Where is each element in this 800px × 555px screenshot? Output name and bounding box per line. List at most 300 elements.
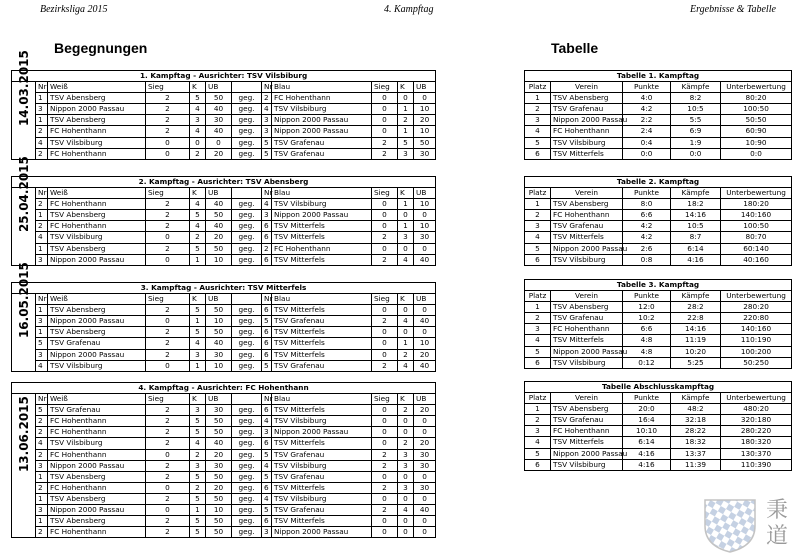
match-cell: Nippon 2000 Passau	[272, 115, 372, 126]
match-cell: 2	[146, 427, 190, 438]
match-cell: 10	[414, 104, 436, 115]
standings-row	[525, 346, 792, 357]
match-cell: 3	[190, 405, 206, 416]
match-cell: 2	[398, 115, 414, 126]
column-header: UB	[206, 394, 232, 405]
standings-cell: 48:2	[671, 404, 721, 415]
standings-cell: 4	[525, 335, 551, 346]
standings-cell: 0:4	[623, 137, 671, 148]
match-cell: 0	[414, 210, 436, 221]
match-cell: Nippon 2000 Passau	[48, 505, 146, 516]
match-cell: 0	[414, 493, 436, 504]
standings-cell: 28:22	[671, 426, 721, 437]
watermark-chars: 秉道	[766, 498, 789, 549]
column-header	[232, 394, 262, 405]
standings-row	[525, 324, 792, 335]
match-cell: 6	[262, 232, 272, 243]
standings-row	[525, 93, 792, 104]
match-cell: 1	[36, 516, 48, 527]
match-cell: 2	[262, 243, 272, 254]
match-cell: Nippon 2000 Passau	[272, 527, 372, 538]
column-header: Weiß	[48, 294, 146, 305]
match-cell: TSV Abensberg	[48, 471, 146, 482]
standings-cell: 6	[525, 254, 551, 265]
match-row	[12, 338, 436, 349]
match-cell: 3	[190, 115, 206, 126]
match-cell: 2	[146, 199, 190, 210]
column-header: K	[398, 188, 414, 199]
match-cell: 4	[262, 416, 272, 427]
match-row	[12, 493, 436, 504]
match-cell: geg.	[232, 516, 262, 527]
match-cell: TSV Vilsbiburg	[272, 493, 372, 504]
match-cell: 0	[146, 232, 190, 243]
standings-cell: 130:370	[721, 448, 792, 459]
match-cell: 1	[36, 471, 48, 482]
standings-cell: 6	[525, 148, 551, 159]
match-cell: geg.	[232, 493, 262, 504]
column-header: K	[398, 394, 414, 405]
match-cell: 20	[206, 449, 232, 460]
column-header: Sieg	[372, 82, 398, 93]
column-header: Blau	[272, 294, 372, 305]
match-cell: TSV Abensberg	[48, 493, 146, 504]
column-header: Nr	[36, 82, 48, 93]
match-cell: 4	[398, 254, 414, 265]
match-cell: 0	[414, 93, 436, 104]
standings-cell: FC Hohenthann	[551, 126, 623, 137]
standings-title: Tabelle 2. Kampftag	[525, 177, 792, 188]
standings-cell: 8:0	[623, 199, 671, 210]
match-cell: 50	[414, 137, 436, 148]
match-cell: 0	[372, 93, 398, 104]
standings-cell: 140:160	[721, 324, 792, 335]
match-cell: 6	[262, 221, 272, 232]
standings-cell: 100:50	[721, 221, 792, 232]
match-cell: 2	[372, 148, 398, 159]
standings-table	[524, 176, 791, 266]
match-cell: 2	[398, 438, 414, 449]
column-header: UB	[206, 294, 232, 305]
standings-row	[525, 243, 792, 254]
column-header: Nr	[36, 394, 48, 405]
match-cell: 0	[414, 305, 436, 316]
match-cell: TSV Mitterfels	[272, 438, 372, 449]
column-header: Unterbewertung	[721, 188, 792, 199]
column-header: UB	[414, 82, 436, 93]
match-cell: 6	[262, 405, 272, 416]
match-cell: Nippon 2000 Passau	[48, 316, 146, 327]
match-cell: geg.	[232, 305, 262, 316]
match-cell: 2	[190, 232, 206, 243]
match-cell: 2	[146, 126, 190, 137]
match-cell: 0	[372, 221, 398, 232]
match-cell: geg.	[232, 221, 262, 232]
match-cell: geg.	[232, 460, 262, 471]
match-cell: TSV Mitterfels	[272, 338, 372, 349]
match-cell: 6	[262, 338, 272, 349]
match-cell: 0	[398, 493, 414, 504]
header-left: Bezirksliga 2015	[40, 4, 108, 15]
match-cell: 10	[414, 221, 436, 232]
match-cell: 50	[206, 527, 232, 538]
match-cell: Nippon 2000 Passau	[272, 427, 372, 438]
match-cell: geg.	[232, 210, 262, 221]
match-cell: 2	[36, 416, 48, 427]
match-cell: 40	[206, 438, 232, 449]
match-cell: geg.	[232, 232, 262, 243]
column-header: Unterbewertung	[721, 291, 792, 302]
match-cell: 6	[262, 305, 272, 316]
match-cell: 5	[190, 210, 206, 221]
match-cell: geg.	[232, 482, 262, 493]
match-cell: 2	[146, 338, 190, 349]
standings-cell: TSV Grafenau	[551, 313, 623, 324]
column-header: Sieg	[372, 294, 398, 305]
match-cell: 4	[190, 338, 206, 349]
column-header: K	[190, 394, 206, 405]
match-cell: 5	[190, 427, 206, 438]
match-cell: 40	[414, 316, 436, 327]
match-cell: 2	[36, 221, 48, 232]
match-cell: 20	[414, 438, 436, 449]
column-header: Punkte	[623, 291, 671, 302]
standings-cell: 10:2	[623, 313, 671, 324]
match-cell: geg.	[232, 126, 262, 137]
match-cell: TSV Abensberg	[48, 93, 146, 104]
column-header: Weiß	[48, 188, 146, 199]
match-cell: 2	[146, 405, 190, 416]
match-cell: 0	[414, 243, 436, 254]
standings-row	[525, 137, 792, 148]
standings-cell: 1	[525, 404, 551, 415]
standings-cell: 80:70	[721, 232, 792, 243]
standings-cell: FC Hohenthann	[551, 324, 623, 335]
match-cell: 1	[36, 493, 48, 504]
standings-cell: Nippon 2000 Passau	[551, 448, 623, 459]
match-row	[12, 360, 436, 371]
matchday-date	[12, 50, 36, 160]
match-cell: 5	[262, 505, 272, 516]
match-cell: 0	[414, 471, 436, 482]
match-cell: 50	[206, 327, 232, 338]
match-cell: 3	[398, 232, 414, 243]
match-cell: TSV Mitterfels	[272, 221, 372, 232]
match-row	[12, 104, 436, 115]
standings-cell: TSV Abensberg	[551, 93, 623, 104]
match-cell: 3	[262, 115, 272, 126]
match-cell: 0	[146, 254, 190, 265]
column-header: Punkte	[623, 188, 671, 199]
match-cell: 40	[414, 505, 436, 516]
match-cell: 2	[146, 93, 190, 104]
match-cell: FC Hohenthann	[48, 416, 146, 427]
matchday-table	[11, 156, 436, 266]
matchday-date-label: 25.04.2015	[16, 156, 31, 233]
match-cell: 2	[146, 305, 190, 316]
match-cell: 2	[146, 416, 190, 427]
column-header: UB	[414, 188, 436, 199]
match-cell: 4	[36, 137, 48, 148]
column-header: K	[190, 294, 206, 305]
match-cell: 0	[372, 305, 398, 316]
match-cell: geg.	[232, 137, 262, 148]
match-cell: 2	[372, 137, 398, 148]
standings-cell: 18:2	[671, 199, 721, 210]
standings-cell: 4	[525, 437, 551, 448]
match-cell: FC Hohenthann	[48, 527, 146, 538]
standings-cell: TSV Abensberg	[551, 302, 623, 313]
match-cell: TSV Vilsbiburg	[48, 360, 146, 371]
standings-cell: 14:16	[671, 210, 721, 221]
match-cell: 2	[36, 199, 48, 210]
match-cell: 0	[206, 137, 232, 148]
standings-cell: 60:90	[721, 126, 792, 137]
match-cell: FC Hohenthann	[48, 449, 146, 460]
match-cell: 2	[146, 438, 190, 449]
match-cell: TSV Mitterfels	[272, 327, 372, 338]
standings-cell: 3	[525, 324, 551, 335]
match-cell: 0	[398, 427, 414, 438]
match-cell: 1	[190, 254, 206, 265]
match-cell: 30	[414, 232, 436, 243]
match-row	[12, 327, 436, 338]
match-cell: FC Hohenthann	[48, 199, 146, 210]
match-cell: 2	[146, 493, 190, 504]
standings-cell: 480:20	[721, 404, 792, 415]
section-title-matches: Begegnungen	[54, 40, 148, 56]
matchday-table	[11, 382, 436, 538]
standings-cell: 110:190	[721, 335, 792, 346]
matchday-title: 3. Kampftag - Ausrichter: TSV Mitterfels	[12, 283, 436, 294]
match-cell: 3	[36, 505, 48, 516]
match-cell: 3	[36, 316, 48, 327]
match-cell: 0	[372, 115, 398, 126]
match-row	[12, 438, 436, 449]
standings-cell: 0:0	[671, 148, 721, 159]
column-header: Sieg	[372, 394, 398, 405]
column-header: Platz	[525, 188, 551, 199]
column-header	[232, 188, 262, 199]
standings-cell: TSV Mitterfels	[551, 148, 623, 159]
standings-row	[525, 148, 792, 159]
match-row	[12, 427, 436, 438]
match-cell: TSV Grafenau	[272, 137, 372, 148]
match-cell: 3	[36, 460, 48, 471]
match-cell: 1	[36, 93, 48, 104]
match-cell: 0	[414, 516, 436, 527]
standings-cell: 11:19	[671, 335, 721, 346]
column-header: Platz	[525, 82, 551, 93]
standings-cell: TSV Grafenau	[551, 221, 623, 232]
match-row	[12, 254, 436, 265]
match-cell: 5	[190, 516, 206, 527]
match-cell: 2	[262, 93, 272, 104]
match-cell: TSV Abensberg	[48, 305, 146, 316]
match-row	[12, 126, 436, 137]
column-header: Kämpfe	[671, 291, 721, 302]
match-cell: TSV Abensberg	[48, 516, 146, 527]
standings-cell: TSV Mitterfels	[551, 232, 623, 243]
match-cell: 4	[398, 360, 414, 371]
match-cell: 2	[372, 254, 398, 265]
match-cell: 1	[36, 243, 48, 254]
match-cell: 4	[36, 232, 48, 243]
match-row	[12, 505, 436, 516]
match-cell: 5	[190, 527, 206, 538]
column-header: Verein	[551, 393, 623, 404]
match-cell: 50	[206, 210, 232, 221]
match-cell: 1	[36, 327, 48, 338]
match-cell: 2	[146, 243, 190, 254]
match-cell: 10	[206, 254, 232, 265]
standings-cell: 2	[525, 313, 551, 324]
column-header: K	[398, 294, 414, 305]
standings-cell: 5	[525, 448, 551, 459]
match-cell: 0	[398, 210, 414, 221]
column-header: Nr	[36, 294, 48, 305]
column-header: K	[190, 188, 206, 199]
standings-cell: 6	[525, 357, 551, 368]
match-cell: 4	[36, 360, 48, 371]
standings-table	[524, 70, 791, 160]
match-cell: 0	[372, 527, 398, 538]
match-cell: 0	[372, 427, 398, 438]
standings-cell: 10:5	[671, 221, 721, 232]
match-cell: 2	[190, 482, 206, 493]
match-cell: 6	[262, 327, 272, 338]
matchday-date	[12, 394, 36, 538]
standings-cell: 16:4	[623, 415, 671, 426]
match-cell: 0	[146, 148, 190, 159]
column-header: Sieg	[146, 82, 190, 93]
match-cell: 2	[36, 148, 48, 159]
match-cell: TSV Grafenau	[272, 505, 372, 516]
match-cell: 1	[190, 360, 206, 371]
match-cell: TSV Mitterfels	[272, 405, 372, 416]
column-header: K	[398, 82, 414, 93]
column-header: Kämpfe	[671, 393, 721, 404]
match-cell: TSV Vilsbiburg	[272, 104, 372, 115]
match-cell: geg.	[232, 449, 262, 460]
match-cell: 0	[372, 516, 398, 527]
match-cell: 1	[398, 221, 414, 232]
standings-row	[525, 126, 792, 137]
match-cell: 5	[190, 243, 206, 254]
standings-row	[525, 404, 792, 415]
standings-cell: 8:2	[671, 93, 721, 104]
match-cell: 6	[262, 254, 272, 265]
standings-cell: 1	[525, 199, 551, 210]
standings-cell: 6:6	[623, 210, 671, 221]
match-cell: 50	[206, 305, 232, 316]
match-cell: 2	[146, 460, 190, 471]
match-cell: 0	[398, 93, 414, 104]
match-cell: 3	[398, 148, 414, 159]
column-header: Nr	[262, 82, 272, 93]
column-header: Blau	[272, 82, 372, 93]
standings-cell: 0:0	[721, 148, 792, 159]
standings-cell: TSV Grafenau	[551, 415, 623, 426]
match-cell: 2	[146, 210, 190, 221]
column-header: Punkte	[623, 393, 671, 404]
match-cell: 50	[206, 493, 232, 504]
standings-cell: 2:6	[623, 243, 671, 254]
standings-cell: 40:160	[721, 254, 792, 265]
match-cell: 5	[262, 471, 272, 482]
standings-cell: 1	[525, 302, 551, 313]
match-cell: TSV Vilsbiburg	[272, 416, 372, 427]
match-cell: 3	[36, 254, 48, 265]
match-cell: 0	[146, 137, 190, 148]
standings-cell: 10:20	[671, 346, 721, 357]
match-cell: 20	[414, 115, 436, 126]
match-cell: 0	[372, 416, 398, 427]
standings-cell: 6:14	[623, 437, 671, 448]
standings-cell: 0:12	[623, 357, 671, 368]
match-cell: 3	[398, 460, 414, 471]
match-cell: 3	[262, 126, 272, 137]
standings-cell: 280:220	[721, 426, 792, 437]
matchday-date	[12, 156, 36, 266]
column-header: Platz	[525, 393, 551, 404]
match-cell: 0	[398, 527, 414, 538]
match-cell: 40	[414, 254, 436, 265]
match-cell: 4	[398, 505, 414, 516]
match-cell: 4	[262, 104, 272, 115]
match-cell: 5	[262, 360, 272, 371]
match-cell: geg.	[232, 427, 262, 438]
match-cell: 30	[206, 405, 232, 416]
standings-cell: 5	[525, 243, 551, 254]
column-header: Kämpfe	[671, 82, 721, 93]
match-cell: geg.	[232, 338, 262, 349]
column-header: Kämpfe	[671, 188, 721, 199]
standings-cell: 8:7	[671, 232, 721, 243]
match-cell: 0	[414, 427, 436, 438]
match-cell: 5	[190, 416, 206, 427]
column-header: Nr	[262, 394, 272, 405]
column-header: Sieg	[146, 294, 190, 305]
standings-cell: 4:8	[623, 346, 671, 357]
column-header: Nr	[36, 188, 48, 199]
match-cell: 0	[398, 243, 414, 254]
match-cell: 5	[36, 405, 48, 416]
standings-cell: 10:10	[623, 426, 671, 437]
match-cell: 3	[262, 210, 272, 221]
match-cell: 2	[36, 449, 48, 460]
match-cell: 1	[398, 338, 414, 349]
column-header: Unterbewertung	[721, 393, 792, 404]
match-cell: FC Hohenthann	[48, 126, 146, 137]
match-cell: TSV Grafenau	[272, 471, 372, 482]
match-row	[12, 243, 436, 254]
match-cell: 10	[414, 199, 436, 210]
matchday-date	[12, 262, 36, 372]
standings-cell: 18:32	[671, 437, 721, 448]
match-row	[12, 527, 436, 538]
match-cell: 5	[190, 327, 206, 338]
match-cell: 4	[190, 221, 206, 232]
column-header: UB	[414, 294, 436, 305]
standings-row	[525, 254, 792, 265]
standings-cell: 28:2	[671, 302, 721, 313]
match-cell: 0	[372, 104, 398, 115]
match-cell: TSV Mitterfels	[272, 349, 372, 360]
match-cell: 0	[372, 126, 398, 137]
standings-row	[525, 302, 792, 313]
match-cell: 3	[398, 449, 414, 460]
